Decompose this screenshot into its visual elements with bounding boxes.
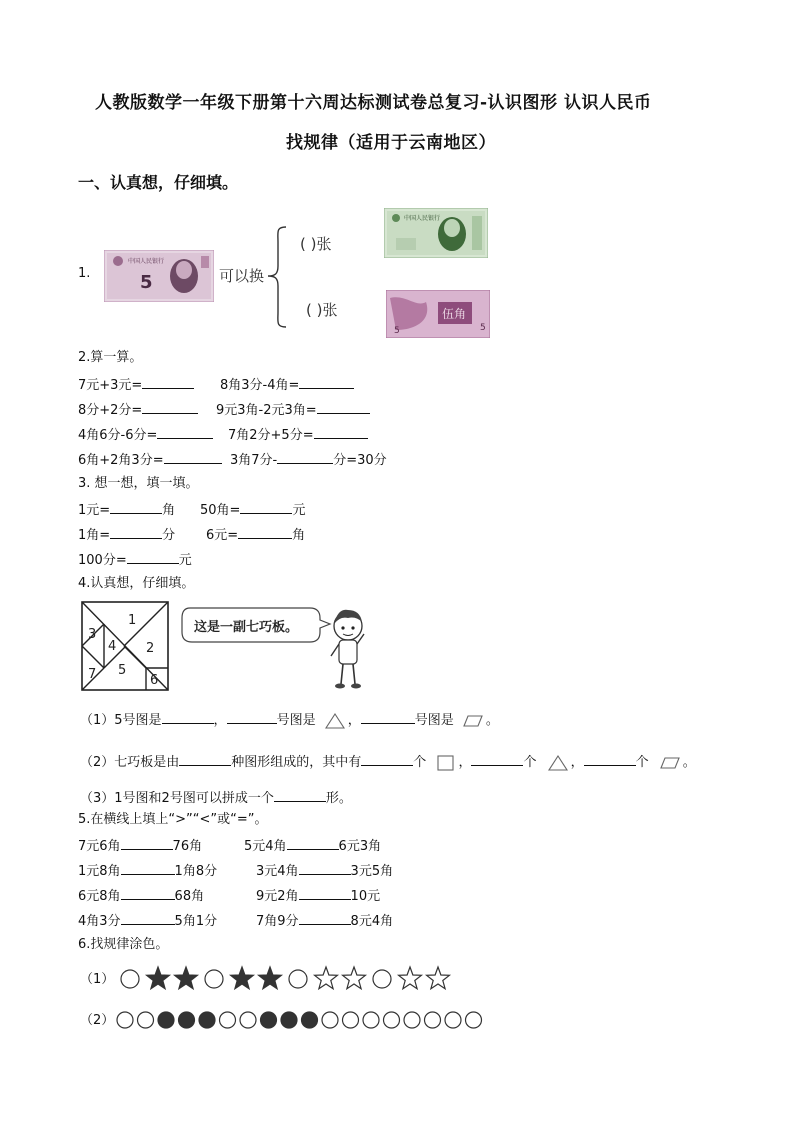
circle-icon[interactable] <box>121 970 139 988</box>
q4-sub2-text: 个 <box>635 755 649 770</box>
five-jiao-note-image <box>386 290 490 338</box>
q5-row <box>78 837 202 855</box>
circle-icon[interactable] <box>384 1012 400 1028</box>
q5-item: 1元8角 <box>78 864 121 879</box>
q5-item: 3元5角 <box>350 864 394 879</box>
answer-blank[interactable] <box>110 501 162 514</box>
filled-circle-icon[interactable] <box>302 1012 318 1028</box>
star-icon[interactable] <box>427 967 450 989</box>
q3-row <box>78 526 175 544</box>
answer-blank[interactable] <box>227 711 277 724</box>
answer-blank[interactable] <box>361 711 415 724</box>
q1-number: 1. <box>78 266 91 281</box>
q2-row <box>216 401 370 419</box>
q2-item: 8角3分-4角= <box>220 378 300 393</box>
q5-heading: 5.在横线上填上“>”“<”或“=”。 <box>78 812 268 827</box>
q2-row <box>230 451 387 469</box>
q5-row <box>78 887 204 905</box>
q4-sub2-text: ， <box>458 755 472 770</box>
answer-blank[interactable] <box>238 526 292 539</box>
circle-icon[interactable] <box>205 970 223 988</box>
q3-row <box>206 526 305 544</box>
answer-blank[interactable] <box>317 401 370 414</box>
q3-item: 6元= <box>206 528 239 543</box>
pattern-row-1[interactable] <box>116 962 464 996</box>
q2-row <box>220 376 354 394</box>
q3-item: 50角= <box>200 503 241 518</box>
q2-row <box>78 426 213 444</box>
q5-row <box>78 862 217 880</box>
q4-sub1-text: 号图是 <box>414 713 454 728</box>
svg-text:5: 5 <box>480 323 486 333</box>
q3-unit: 分 <box>162 528 176 543</box>
svg-text:5: 5 <box>140 272 153 293</box>
answer-blank[interactable] <box>240 501 292 514</box>
compare-blank[interactable] <box>287 837 339 850</box>
answer-blank[interactable] <box>110 526 162 539</box>
answer-blank[interactable] <box>299 376 354 389</box>
compare-blank[interactable] <box>121 887 175 900</box>
compare-blank[interactable] <box>121 837 173 850</box>
q5-row <box>256 862 393 880</box>
q5-item: 3元4角 <box>256 864 299 879</box>
circle-icon[interactable] <box>240 1012 256 1028</box>
q4-sub2-text: 个 <box>413 755 427 770</box>
q4-sub1 <box>80 711 499 730</box>
five-yuan-note-image <box>104 250 214 302</box>
circle-icon[interactable] <box>117 1012 133 1028</box>
answer-blank[interactable] <box>162 711 214 724</box>
q4-sub2-text: （2）七巧板是由 <box>80 755 180 770</box>
q4-sub3 <box>80 789 352 807</box>
q2-item: 7元+3元= <box>78 378 143 393</box>
q5-row <box>244 837 381 855</box>
page-title-line2: 找规律（适用于云南地区） <box>286 133 496 153</box>
star-icon[interactable] <box>315 967 338 989</box>
circle-icon[interactable] <box>289 970 307 988</box>
q2-item: 7角2分+5分= <box>228 428 314 443</box>
q4-heading: 4.认真想，仔细填。 <box>78 576 195 591</box>
q4-sub3-text: 形。 <box>325 791 352 806</box>
q5-item: 76角 <box>172 839 203 854</box>
q2-item: 3角7分- <box>230 453 278 468</box>
circle-icon[interactable] <box>138 1012 154 1028</box>
q2-item: 分=30分 <box>333 453 387 468</box>
q2-item: 4角6分-6分= <box>78 428 158 443</box>
speech-bubble <box>180 602 332 648</box>
tangram-number: 4 <box>108 639 117 654</box>
exchange-label: 可以换 <box>219 267 265 285</box>
circle-icon[interactable] <box>466 1012 482 1028</box>
answer-blank[interactable] <box>277 451 333 464</box>
q5-item: 7元6角 <box>78 839 121 854</box>
q5-item: 8元4角 <box>350 914 394 929</box>
q3-row <box>78 551 192 569</box>
q5-item: 9元2角 <box>256 889 299 904</box>
circle-icon[interactable] <box>220 1012 236 1028</box>
svg-text:这是一副七巧板。: 这是一副七巧板。 <box>194 620 299 635</box>
answer-blank[interactable] <box>584 753 636 766</box>
compare-blank[interactable] <box>121 862 175 875</box>
q4-sub1-text: ， <box>347 713 361 728</box>
circle-icon[interactable] <box>404 1012 420 1028</box>
square-icon <box>436 754 456 772</box>
star-icon[interactable] <box>343 967 366 989</box>
circle-icon[interactable] <box>425 1012 441 1028</box>
filled-star-icon[interactable] <box>231 967 254 989</box>
answer-blank[interactable] <box>142 376 194 389</box>
q2-row <box>78 376 194 394</box>
q5-item: 4角3分 <box>78 914 121 929</box>
brace-icon <box>266 226 288 328</box>
compare-blank[interactable] <box>299 887 351 900</box>
q6-row2-label: （2） <box>80 1013 115 1028</box>
tangram-image <box>80 600 170 692</box>
answer-blank[interactable] <box>157 426 213 439</box>
filled-circle-icon[interactable] <box>261 1012 277 1028</box>
q3-unit: 角 <box>292 528 306 543</box>
one-yuan-note-image <box>384 208 488 258</box>
q3-unit: 元 <box>292 503 306 518</box>
compare-blank[interactable] <box>121 912 175 925</box>
q2-row <box>78 451 222 469</box>
q5-item: 68角 <box>174 889 205 904</box>
compare-blank[interactable] <box>299 912 351 925</box>
svg-text:中国人民银行: 中国人民银行 <box>128 258 165 265</box>
circle-icon[interactable] <box>322 1012 338 1028</box>
q5-item: 7角9分 <box>256 914 299 929</box>
triangle-icon <box>547 754 569 772</box>
q2-row <box>78 401 198 419</box>
compare-blank[interactable] <box>299 862 351 875</box>
q4-sub1-text: 号图是 <box>276 713 316 728</box>
q2-row <box>228 426 368 444</box>
q5-item: 5元4角 <box>244 839 287 854</box>
pattern-row-2[interactable] <box>114 1004 494 1036</box>
answer-blank[interactable] <box>127 551 179 564</box>
tangram-number: 6 <box>150 673 159 688</box>
page-title: 人教版数学一年级下册第十六周达标测试卷总复习-认识图形 认识人民币 <box>95 93 652 113</box>
tangram-number: 5 <box>118 663 127 678</box>
q2-item: 9元3角-2元3角= <box>216 403 317 418</box>
svg-text:伍角: 伍角 <box>442 307 467 321</box>
filled-star-icon[interactable] <box>259 967 282 989</box>
filled-circle-icon[interactable] <box>281 1012 297 1028</box>
filled-circle-icon[interactable] <box>158 1012 174 1028</box>
q5-item: 1角8分 <box>174 864 218 879</box>
q2-heading: 2.算一算。 <box>78 350 143 365</box>
filled-star-icon[interactable] <box>175 967 198 989</box>
filled-star-icon[interactable] <box>147 967 170 989</box>
parallelogram-icon <box>462 714 484 728</box>
svg-text:5: 5 <box>394 326 400 336</box>
q5-row <box>256 912 393 930</box>
svg-text:中国人民银行: 中国人民银行 <box>404 215 441 222</box>
q2-item: 6角+2角3分= <box>78 453 164 468</box>
q6-row1-label: （1） <box>80 972 115 987</box>
exchange-row1: ( )张 <box>300 235 332 253</box>
circle-icon[interactable] <box>373 970 391 988</box>
tangram-number: 7 <box>88 667 97 682</box>
q5-item: 6元3角 <box>338 839 382 854</box>
filled-circle-icon[interactable] <box>179 1012 195 1028</box>
exchange-row2: ( )张 <box>306 301 338 319</box>
q4-sub2-text: ， <box>570 755 584 770</box>
q4-sub1-text: 。 <box>485 713 499 728</box>
q3-heading: 3. 想一想，填一填。 <box>78 476 199 491</box>
q4-sub2 <box>80 753 696 772</box>
q2-item: 8分+2分= <box>78 403 143 418</box>
section-heading: 一、认真想，仔细填。 <box>78 173 239 192</box>
q3-item: 1角= <box>78 528 111 543</box>
parallelogram-icon <box>659 756 681 770</box>
q6-heading: 6.找规律涂色。 <box>78 937 169 952</box>
q4-sub2-text: 个 <box>523 755 537 770</box>
answer-blank[interactable] <box>361 753 413 766</box>
answer-blank[interactable] <box>142 401 198 414</box>
circle-icon[interactable] <box>363 1012 379 1028</box>
q3-row <box>200 501 305 519</box>
filled-circle-icon[interactable] <box>199 1012 215 1028</box>
triangle-icon <box>324 712 346 730</box>
boy-illustration <box>328 604 368 692</box>
circle-icon[interactable] <box>445 1012 461 1028</box>
q4-sub3-text: （3）1号图和2号图可以拼成一个 <box>80 791 274 806</box>
tangram-number: 2 <box>146 641 155 656</box>
q4-sub2-text: 。 <box>682 755 696 770</box>
q3-unit: 角 <box>162 503 176 518</box>
answer-blank[interactable] <box>164 451 222 464</box>
q4-sub1-text: ， <box>213 713 227 728</box>
q3-row <box>78 501 175 519</box>
star-icon[interactable] <box>399 967 422 989</box>
q3-item: 100分= <box>78 553 127 568</box>
q5-item: 5角1分 <box>174 914 218 929</box>
tangram-number: 3 <box>88 627 97 642</box>
q4-sub1-text: （1）5号图是 <box>80 713 162 728</box>
answer-blank[interactable] <box>274 789 326 802</box>
answer-blank[interactable] <box>471 753 523 766</box>
q5-row <box>78 912 217 930</box>
circle-icon[interactable] <box>343 1012 359 1028</box>
q3-item: 1元= <box>78 503 111 518</box>
answer-blank[interactable] <box>314 426 368 439</box>
q5-row <box>256 887 380 905</box>
tangram-number: 1 <box>128 613 137 628</box>
answer-blank[interactable] <box>179 753 231 766</box>
q5-item: 6元8角 <box>78 889 121 904</box>
q3-unit: 元 <box>178 553 192 568</box>
q5-item: 10元 <box>350 889 381 904</box>
q4-sub2-text: 种图形组成的，其中有 <box>231 755 362 770</box>
